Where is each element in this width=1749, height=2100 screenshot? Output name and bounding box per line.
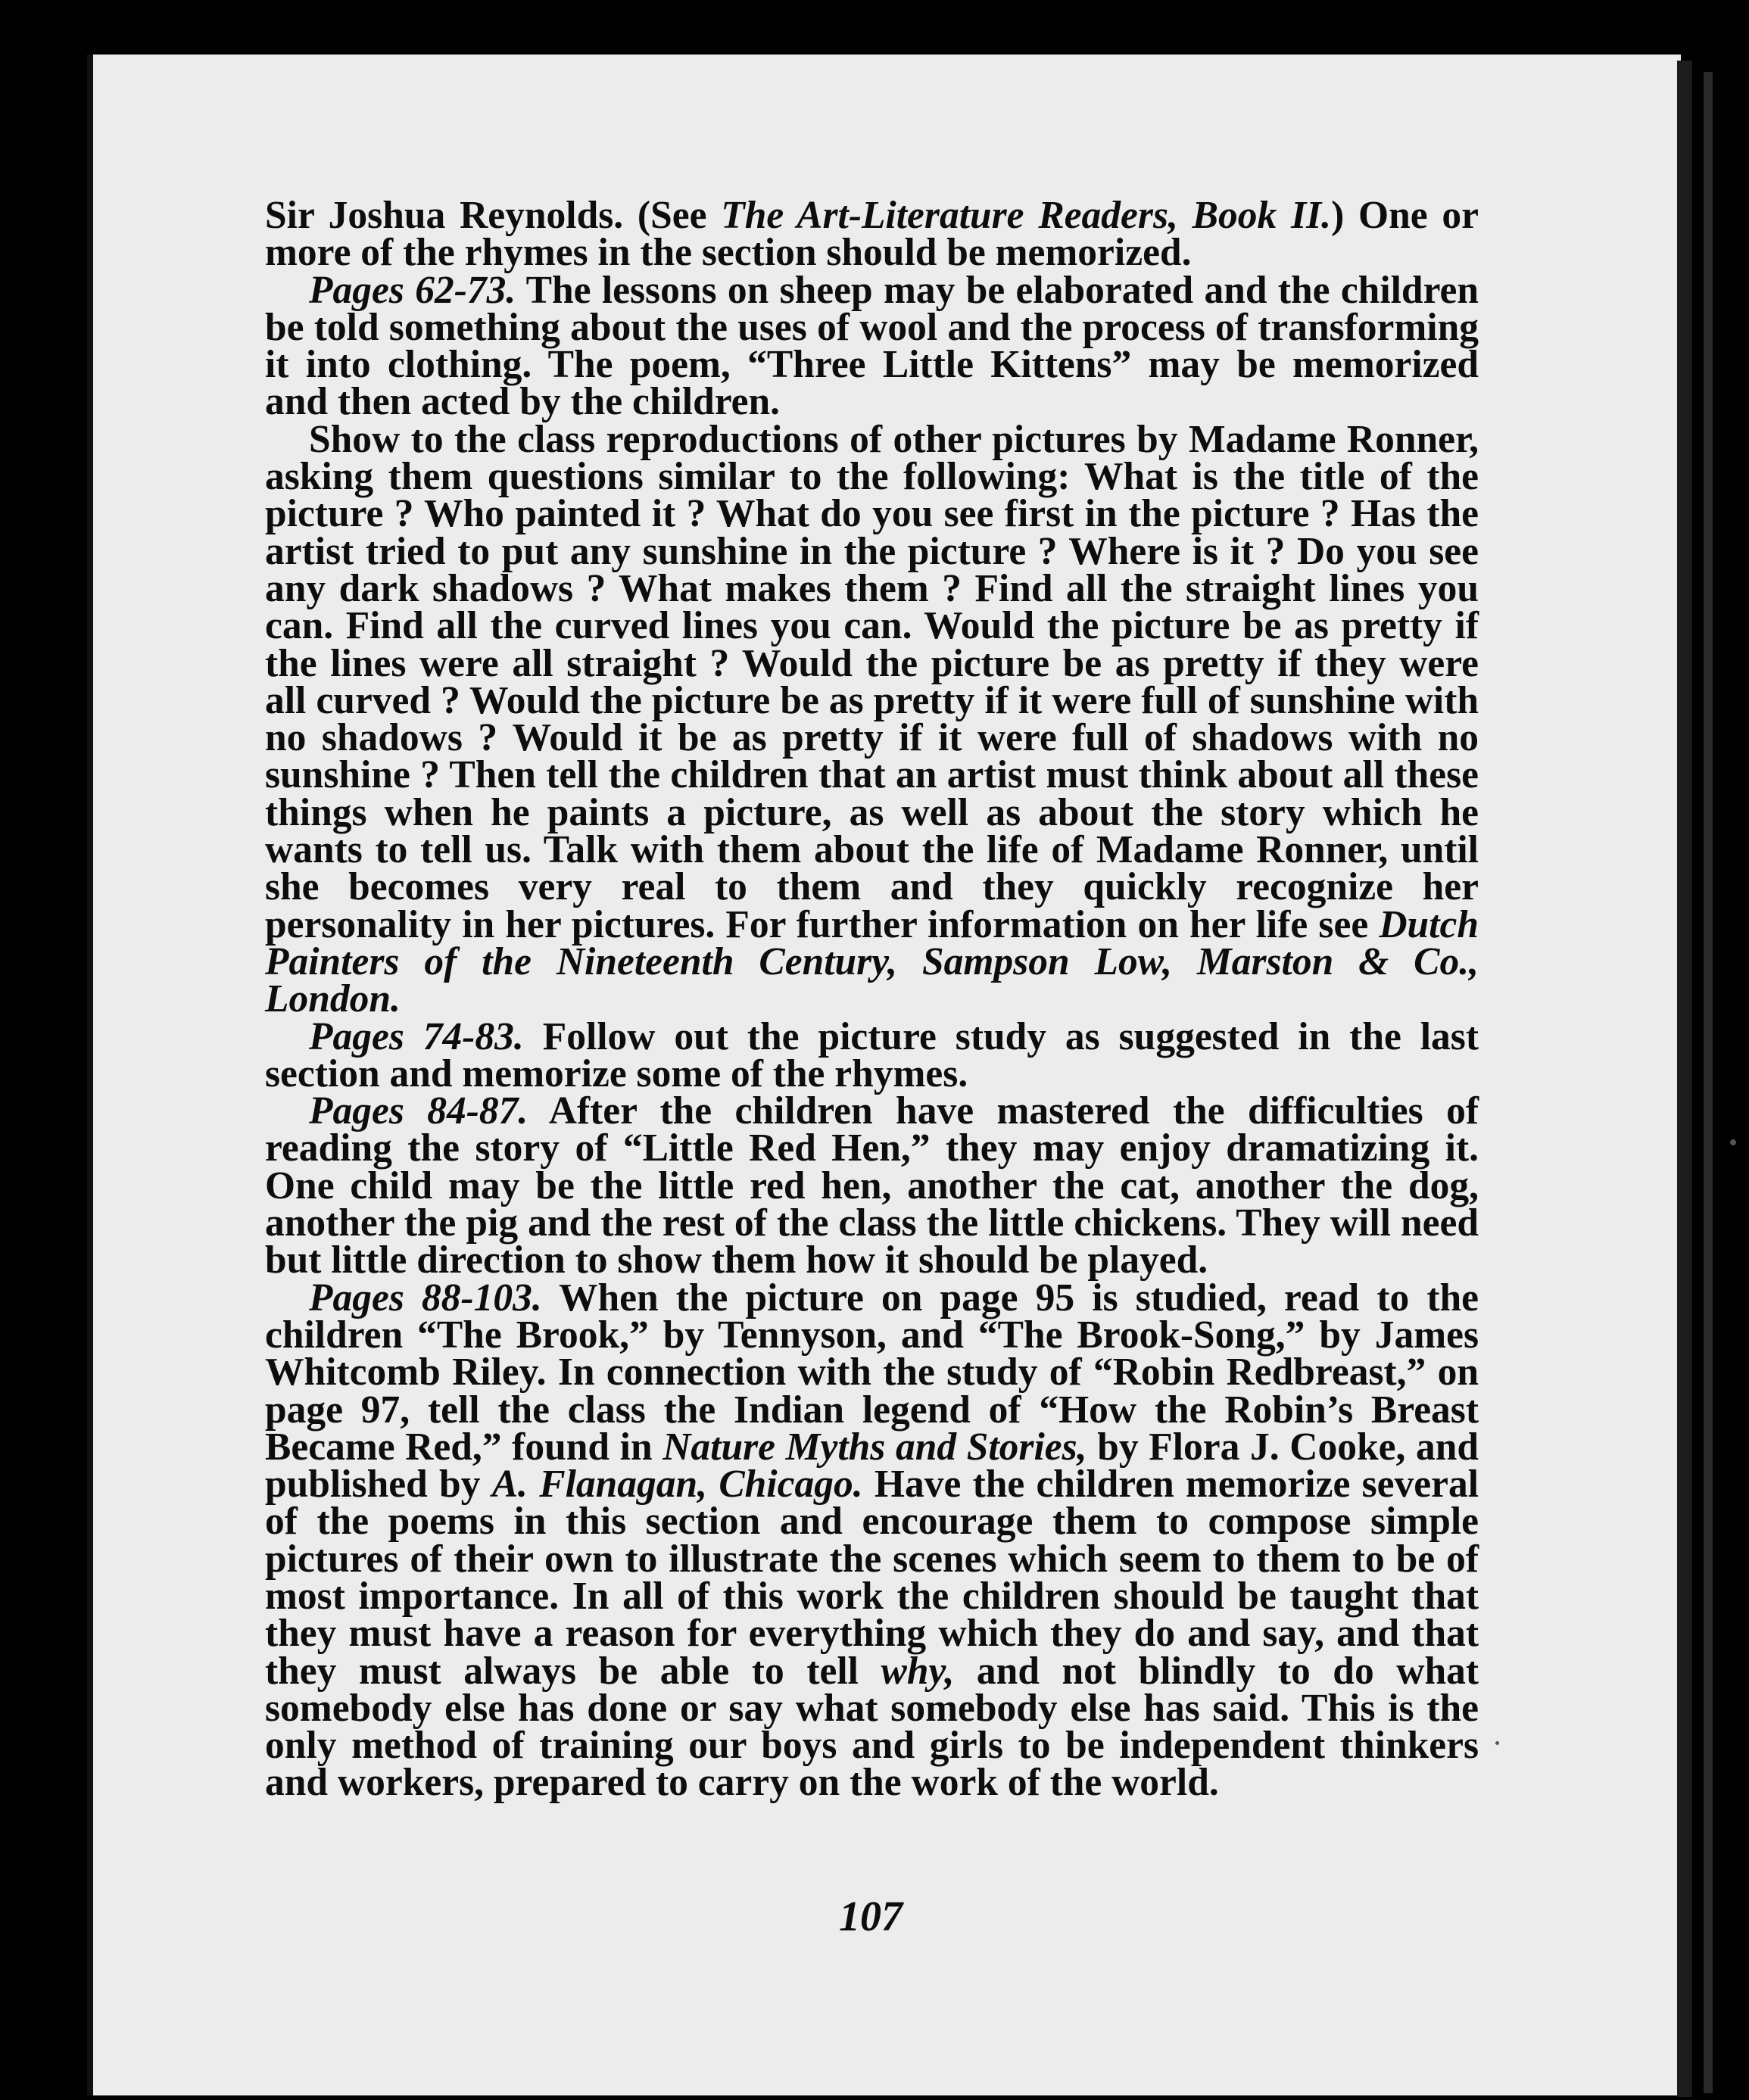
scan-speck — [1730, 1139, 1736, 1145]
italic-text: Nature Myths and Stories, — [662, 1425, 1087, 1469]
italic-text: The Art-Literature Readers, Book II. — [721, 194, 1332, 237]
italic-text: Pages 84-87. — [309, 1089, 528, 1133]
scan-artifact — [1060, 0, 1077, 27]
page-gutter-shadow — [87, 55, 93, 2095]
italic-text: Pages 88-103. — [309, 1276, 542, 1320]
body-text — [265, 194, 1479, 1805]
italic-text: Dutch Painters of the Nineteenth Century, Sampson Low, Marston & Co., London. — [265, 902, 1479, 1021]
paragraph — [265, 268, 1479, 424]
text-run: The lessons on sheep may be elaborated and the children be told something about the uses of wool and the process of transforming it into clothing. The poem, “Three Little Kittens” may be memorized and then acted by the children. — [265, 268, 1479, 424]
text-run: Follow out the picture study as suggested in the last section and memorize some of the rhymes. — [265, 1014, 1479, 1095]
paragraph — [265, 1276, 1479, 1805]
text-run: and not blindly to do what somebody else has done or say what somebody else has said. This is the only method of training our boys and girls to be independent thinkers and workers, prepared to carry on the work of the world. — [265, 1649, 1479, 1805]
paragraph — [265, 1014, 1479, 1095]
text-run: ) One or more of the rhymes in the section should be memorized. — [265, 194, 1479, 275]
text-run: After the children have mastered the difficulties of reading the story of “Little Red Hen,” they may enjoy dramatizing it. One child may be the little red hen, another the cat, another the dog, another the pig and the rest of the class the little chickens. They will need but little direction to show them how it should be played. — [265, 1089, 1479, 1282]
page-edge-shadow — [1677, 61, 1692, 2097]
italic-text: Pages 62-73. — [309, 268, 516, 312]
text-run: Have the children memorize several of the poems in this section and encourage them to compose simple pictures of their own to illustrate the scenes which seem to them to be of most importance. In all of this work the children should be taught that they must have a reason for everything which they do and say, and that they must always be able to tell — [265, 1463, 1479, 1693]
text-run: by Flora J. Cooke, and published by — [265, 1425, 1479, 1506]
italic-text: Pages 74-83. — [309, 1014, 524, 1058]
text-run: When the picture on page 95 is studied, read to the children “The Brook,” by Tennyson, and “The Brook-Song,” by James Whitcomb Riley. In connection with the study of “Robin Redbreast,” on page 97, tell the class the Indian legend of “How the Robin’s Breast Became Red,” found in — [265, 1276, 1479, 1469]
page-number: 107 — [839, 1893, 903, 1940]
paragraph — [265, 1089, 1479, 1282]
scan-speck — [1495, 1741, 1499, 1745]
text-run: Sir Joshua Reynolds. (See — [265, 194, 722, 237]
text-run: Show to the class reproductions of other pictures by Madame Ronner, asking them questions similar to the following: What is the title of the picture ? Who painted it ? What do you see first in the picture ? Has the artist tried to put any sunshine in the picture ? Where is it ? Do you see any dark shadows ? What makes them ? Find all the straight lines you can. Find all the curved lines you can. Would the picture be as pretty if the lines were all straight ? Would the picture be as pretty if they were all curved ? Would the picture be as pretty if it were full of sunshine with no shadows ? Would it be as pretty if it were full of shadows with no sunshine ? Then tell the children that an artist must think about all these things when he paints a picture, as well as about the story which he wants to tell us. Talk with them about the life of Madame Ronner, until she becomes very real to them and they quickly recognize her personality in her pictures. For further information on her life see — [265, 417, 1479, 946]
page-edge-shadow-outer — [1704, 72, 1713, 2093]
paragraph — [265, 417, 1479, 1021]
italic-text: why, — [881, 1649, 955, 1693]
paragraph — [265, 194, 1479, 275]
italic-text: A. Flanagan, Chicago. — [491, 1463, 863, 1506]
